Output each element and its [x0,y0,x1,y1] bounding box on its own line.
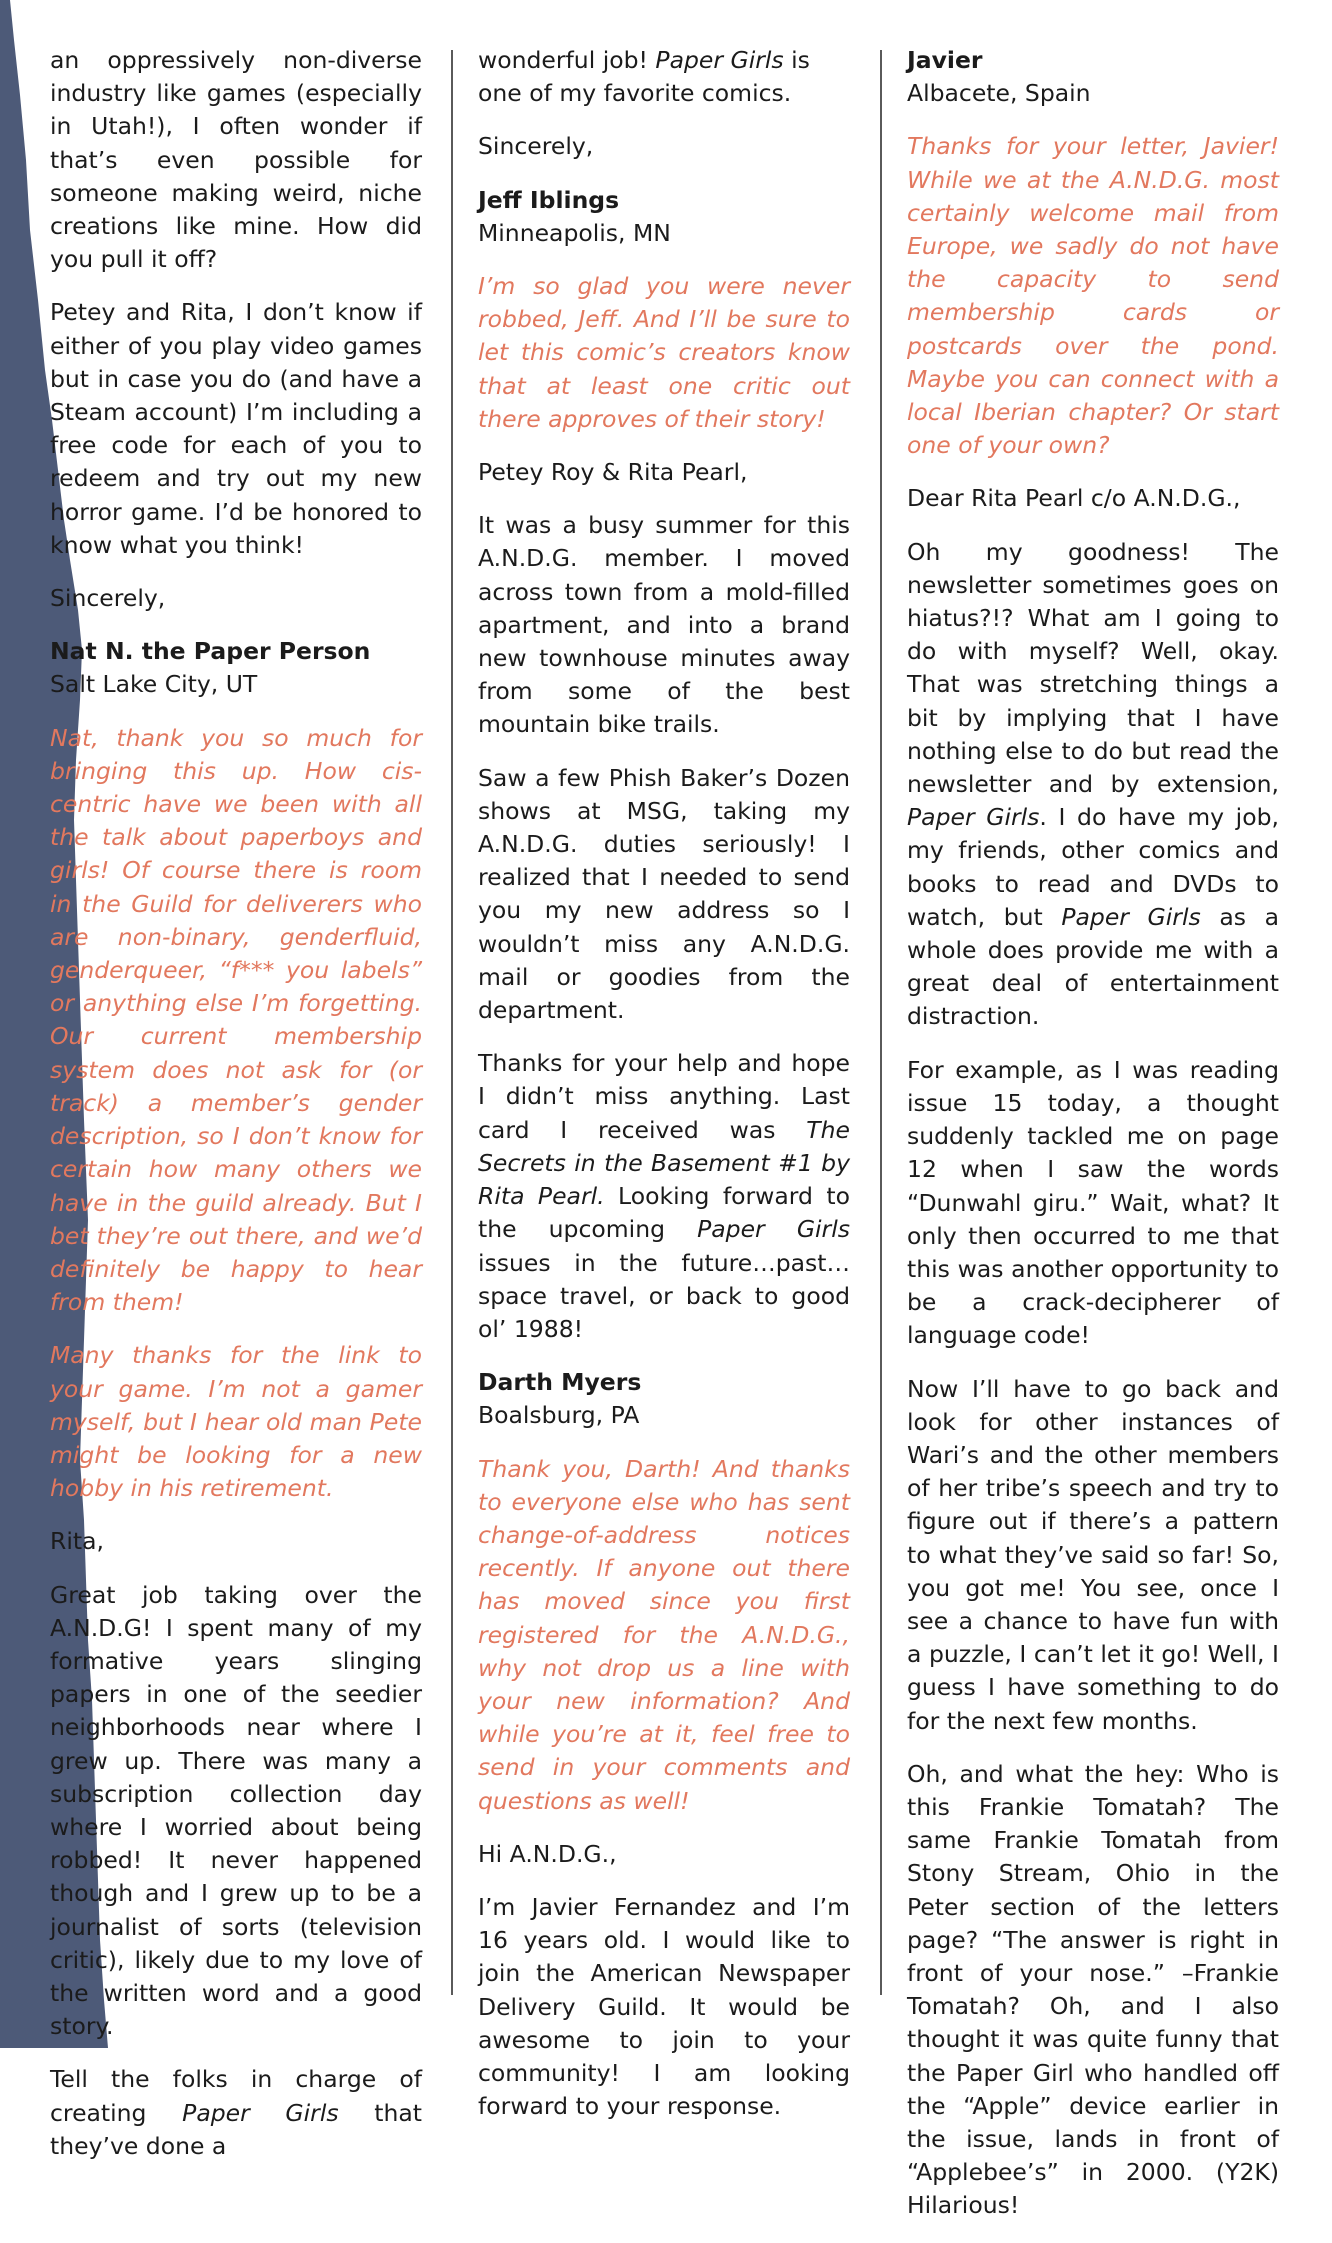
letter-paragraph [478,1047,850,1346]
text-run: Looking forward to the upcoming [478,1182,850,1244]
letter-salutation: Hi A.N.D.G., [478,1839,617,1868]
text-run: wonderful job! [478,46,656,74]
letter-paragraph: I’m Javier Fernandez and I’m 16 years old. I would like to join the American Newspaper Delivery Guild. It would be awesome to join to your community! I am looking forward to your response. [478,1892,850,2121]
comic-title: Paper Girls [1061,902,1201,931]
letter-paragraph [50,2063,422,2163]
comic-title: The Secrets in the Basement #1 by Rita Pearl. [478,1115,850,1211]
letter-paragraph [907,536,1279,1034]
letter-paragraph: Petey and Rita, I don’t know if either of you play video games but in case you do (and have a Steam account) I’m including a free code for each of you to redeem and try out my new horror game. I’d be honored to know what you think! [50,298,422,559]
letter-paragraph: an oppressively non-diverse industry like games (especially in Utah!), I often wonder if that’s even possible for someone making weird, niche creations like mine. How did you pull it off? [50,46,422,274]
letter-paragraph: Saw a few Phish Baker’s Dozen shows at MSG, taking my A.N.D.G. duties seriously! I realized that I needed to send you my new address so I wouldn’t miss any A.N.D.G. mail or goodies from the department. [478,763,850,1025]
letter-paragraph: It was a busy summer for this A.N.D.G. member. I moved across town from a mold-filled apartment, and into a brand new townhouse minutes away from some of the best mountain bike trails. [478,511,850,739]
letter-paragraph: Oh, and what the hey: Who is this Frankie Tomatah? The same Frankie Tomatah from Stony Stream, Ohio in the Peter section of the letters page? “The answer is right in front of your nose.” –Frankie Tomatah? Oh, and I also thought it was quite funny that the Paper Girl who handled off the “Apple” device earlier in the issue, lands in front of “Applebee’s” in 2000. (Y2K) Hilarious! [907,1759,1279,2220]
letter-paragraph: For example, as I was reading issue 15 today, a thought suddenly tackled me on page 12 when I saw the words “Dunwahl giru.” Wait, what? It only then occurred to me that this was another opportunity to be a crack-decipherer of language code! [907,1055,1279,1350]
text-run: is one of my favorite comics. [478,46,810,108]
text-run: . I do have my job, my friends, other comics and books to read and DVDs to watch, but [907,803,1279,931]
letters-column-3 [907,44,1279,2243]
text-run: Tell the folks in charge of creating [50,2065,422,2127]
letter-closing: Sincerely, [50,584,166,613]
text-run: Oh my goodness! The newsletter sometimes goes on hiatus?!? What am I going to do with myself? Well, okay. That was stretching things a bit by implying that I have nothing else to do but read the newsletter and by extension, [907,537,1279,799]
editor-reply: I’m so glad you were never robbed, Jeff. And I’ll be sure to let this comic’s creators know that at least one critic out there approves of their story! [478,272,850,433]
letter-salutation: Petey Roy & Rita Pearl, [478,458,748,487]
letter-salutation: Rita, [50,1527,104,1556]
comic-title: Paper Girls [182,2098,339,2127]
column-divider-2 [880,50,882,1995]
comic-title: Paper Girls [907,803,1040,832]
text-run: issues in the future…past…space travel, or back to good ol’ 1988! [478,1248,850,1343]
comic-title: Paper Girls [697,1215,850,1244]
letter-paragraph [478,44,850,110]
letter-signature-name: Nat N. the Paper Person [50,637,371,666]
letter-signature-name: Javier [907,46,983,74]
text-run: that they’ve done a [50,2098,422,2160]
letter-paragraph: Great job taking over the A.N.D.G! I spent many of my formative years slinging papers in one of the seedier neighborhoods near where I grew up. There was many a subscription collection day where I worried about being robbed! It never happened though and I grew up to be a journalist of sorts (television critic), likely due to my love of the written word and a good story. [50,1580,422,2041]
letter-signature-place: Salt Lake City, UT [50,670,258,699]
letter-signature-name: Jeff Iblings [478,185,620,214]
editor-reply: Thanks for your letter, Javier! While we at the A.N.D.G. most certainly welcome mail from Europe, we sadly do not have the capacity to send membership cards or postcards over the pond. Maybe you can connect with a local Iberian chapter? Or start one of your own? [907,132,1279,460]
letter-closing: Sincerely, [478,132,594,161]
letter-paragraph: Now I’ll have to go back and look for other instances of Wari’s and the other members of her tribe’s speech and try to figure out if there’s a pattern to what they’ve said so far! So, you got me! You see, once I see a chance to have fun with a puzzle, I can’t let it go! Well, I guess I have something to do for the next few months. [907,1374,1279,1735]
letter-salutation: Dear Rita Pearl c/o A.N.D.G., [907,484,1241,513]
letter-signature-place: Albacete, Spain [907,79,1091,108]
letter-signature-name: Darth Myers [478,1368,642,1397]
editor-reply: Nat, thank you so much for bringing this up. How cis-centric have we been with all the talk about paperboys and girls! Of course there is room in the Guild for deliverers who are non-binary, genderfluid, genderqueer, “f*** you labels” or anything else I’m forgetting. Our current membership system does not ask for (or track) a member’s gender description, so I don’t know for certain how many others we have in the guild already. But I bet they’re out there, and we’d definitely be happy to hear from them! [50,723,422,1317]
column-divider-1 [451,50,453,1995]
editor-reply: Thank you, Darth! And thanks to everyone else who has sent change-of-address notices recently. If anyone out there has moved since you first registered for the A.N.D.G., why not drop us a line with your new information? And while you’re at it, feel free to send in your comments and questions as well! [478,1454,850,1815]
text-run: as a whole does provide me with a great deal of entertainment distraction. [907,902,1279,1031]
letter-signature-place: Minneapolis, MN [478,218,671,247]
letter-signature-place: Boalsburg, PA [478,1401,640,1430]
comic-title: Paper Girls [655,46,784,74]
editor-reply: Many thanks for the link to your game. I’m not a gamer myself, but I hear old man Pete might be looking for a new hobby in his retirement. [50,1341,422,1503]
letters-column-1 [50,44,422,2183]
text-run: Thanks for your help and hope I didn’t miss anything. Last card I received was [478,1049,850,1144]
letters-column-2 [478,44,850,2143]
